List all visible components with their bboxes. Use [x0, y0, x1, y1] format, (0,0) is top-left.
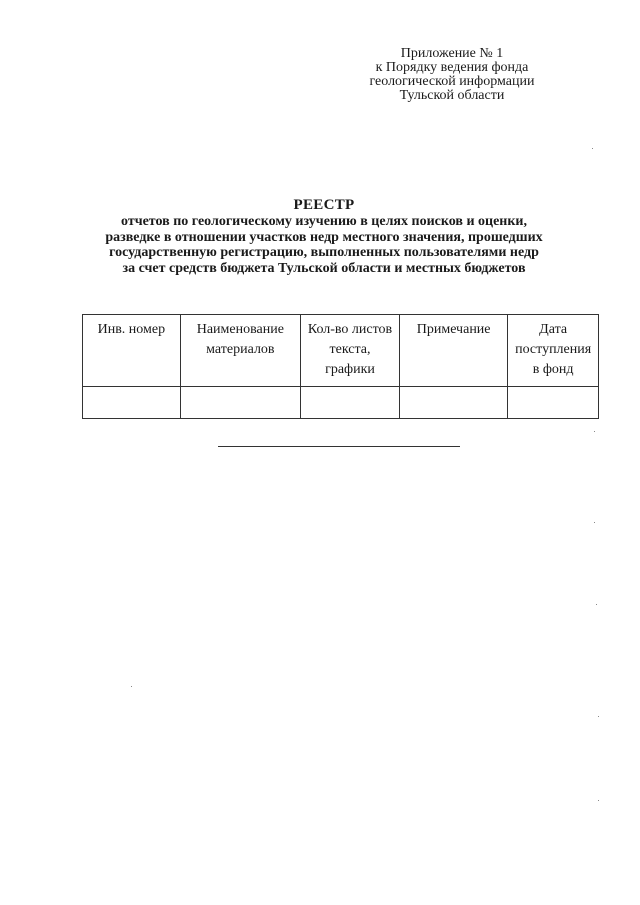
header-note: Примечание	[399, 315, 507, 387]
appendix-line: к Порядку ведения фонда	[375, 60, 529, 75]
table-cell	[180, 387, 300, 419]
closing-rule	[218, 446, 460, 447]
title-line: за счет средств бюджета Тульской области и местных бюджетов	[122, 260, 526, 276]
scan-speck	[598, 716, 599, 717]
header-receipt-date: Дата поступления в фонд	[508, 315, 599, 387]
title-line: государственную регистрацию, выполненных пользователями недр	[109, 245, 539, 260]
header-material-name: Наименование материалов	[180, 315, 300, 387]
scan-speck	[592, 148, 593, 149]
title-line: разведке в отношении участков недр местного значения, прошедших	[105, 229, 543, 245]
appendix-line: Тульской области	[399, 88, 505, 103]
scan-speck	[596, 604, 597, 605]
title-line: отчетов по геологическому изучению в целях поисков и оценки,	[121, 214, 527, 229]
table-row	[83, 387, 599, 419]
appendix-block	[352, 47, 552, 103]
header-inventory-number: Инв. номер	[83, 315, 181, 387]
header-sheet-count: Кол-во листов текста, графики	[301, 315, 400, 387]
table-cell	[83, 387, 181, 419]
registry-table	[82, 314, 599, 419]
table-cell	[508, 387, 599, 419]
table-cell	[399, 387, 507, 419]
scan-speck	[131, 686, 132, 687]
document-title	[60, 196, 588, 276]
appendix-line: Приложение № 1	[400, 46, 504, 61]
appendix-line: геологической информации	[369, 74, 535, 89]
title-heading: РЕЕСТР	[293, 197, 355, 213]
table-cell	[301, 387, 400, 419]
scan-speck	[598, 800, 599, 801]
table-header-row	[83, 315, 599, 387]
scan-speck	[594, 431, 595, 432]
scan-speck	[594, 522, 595, 523]
